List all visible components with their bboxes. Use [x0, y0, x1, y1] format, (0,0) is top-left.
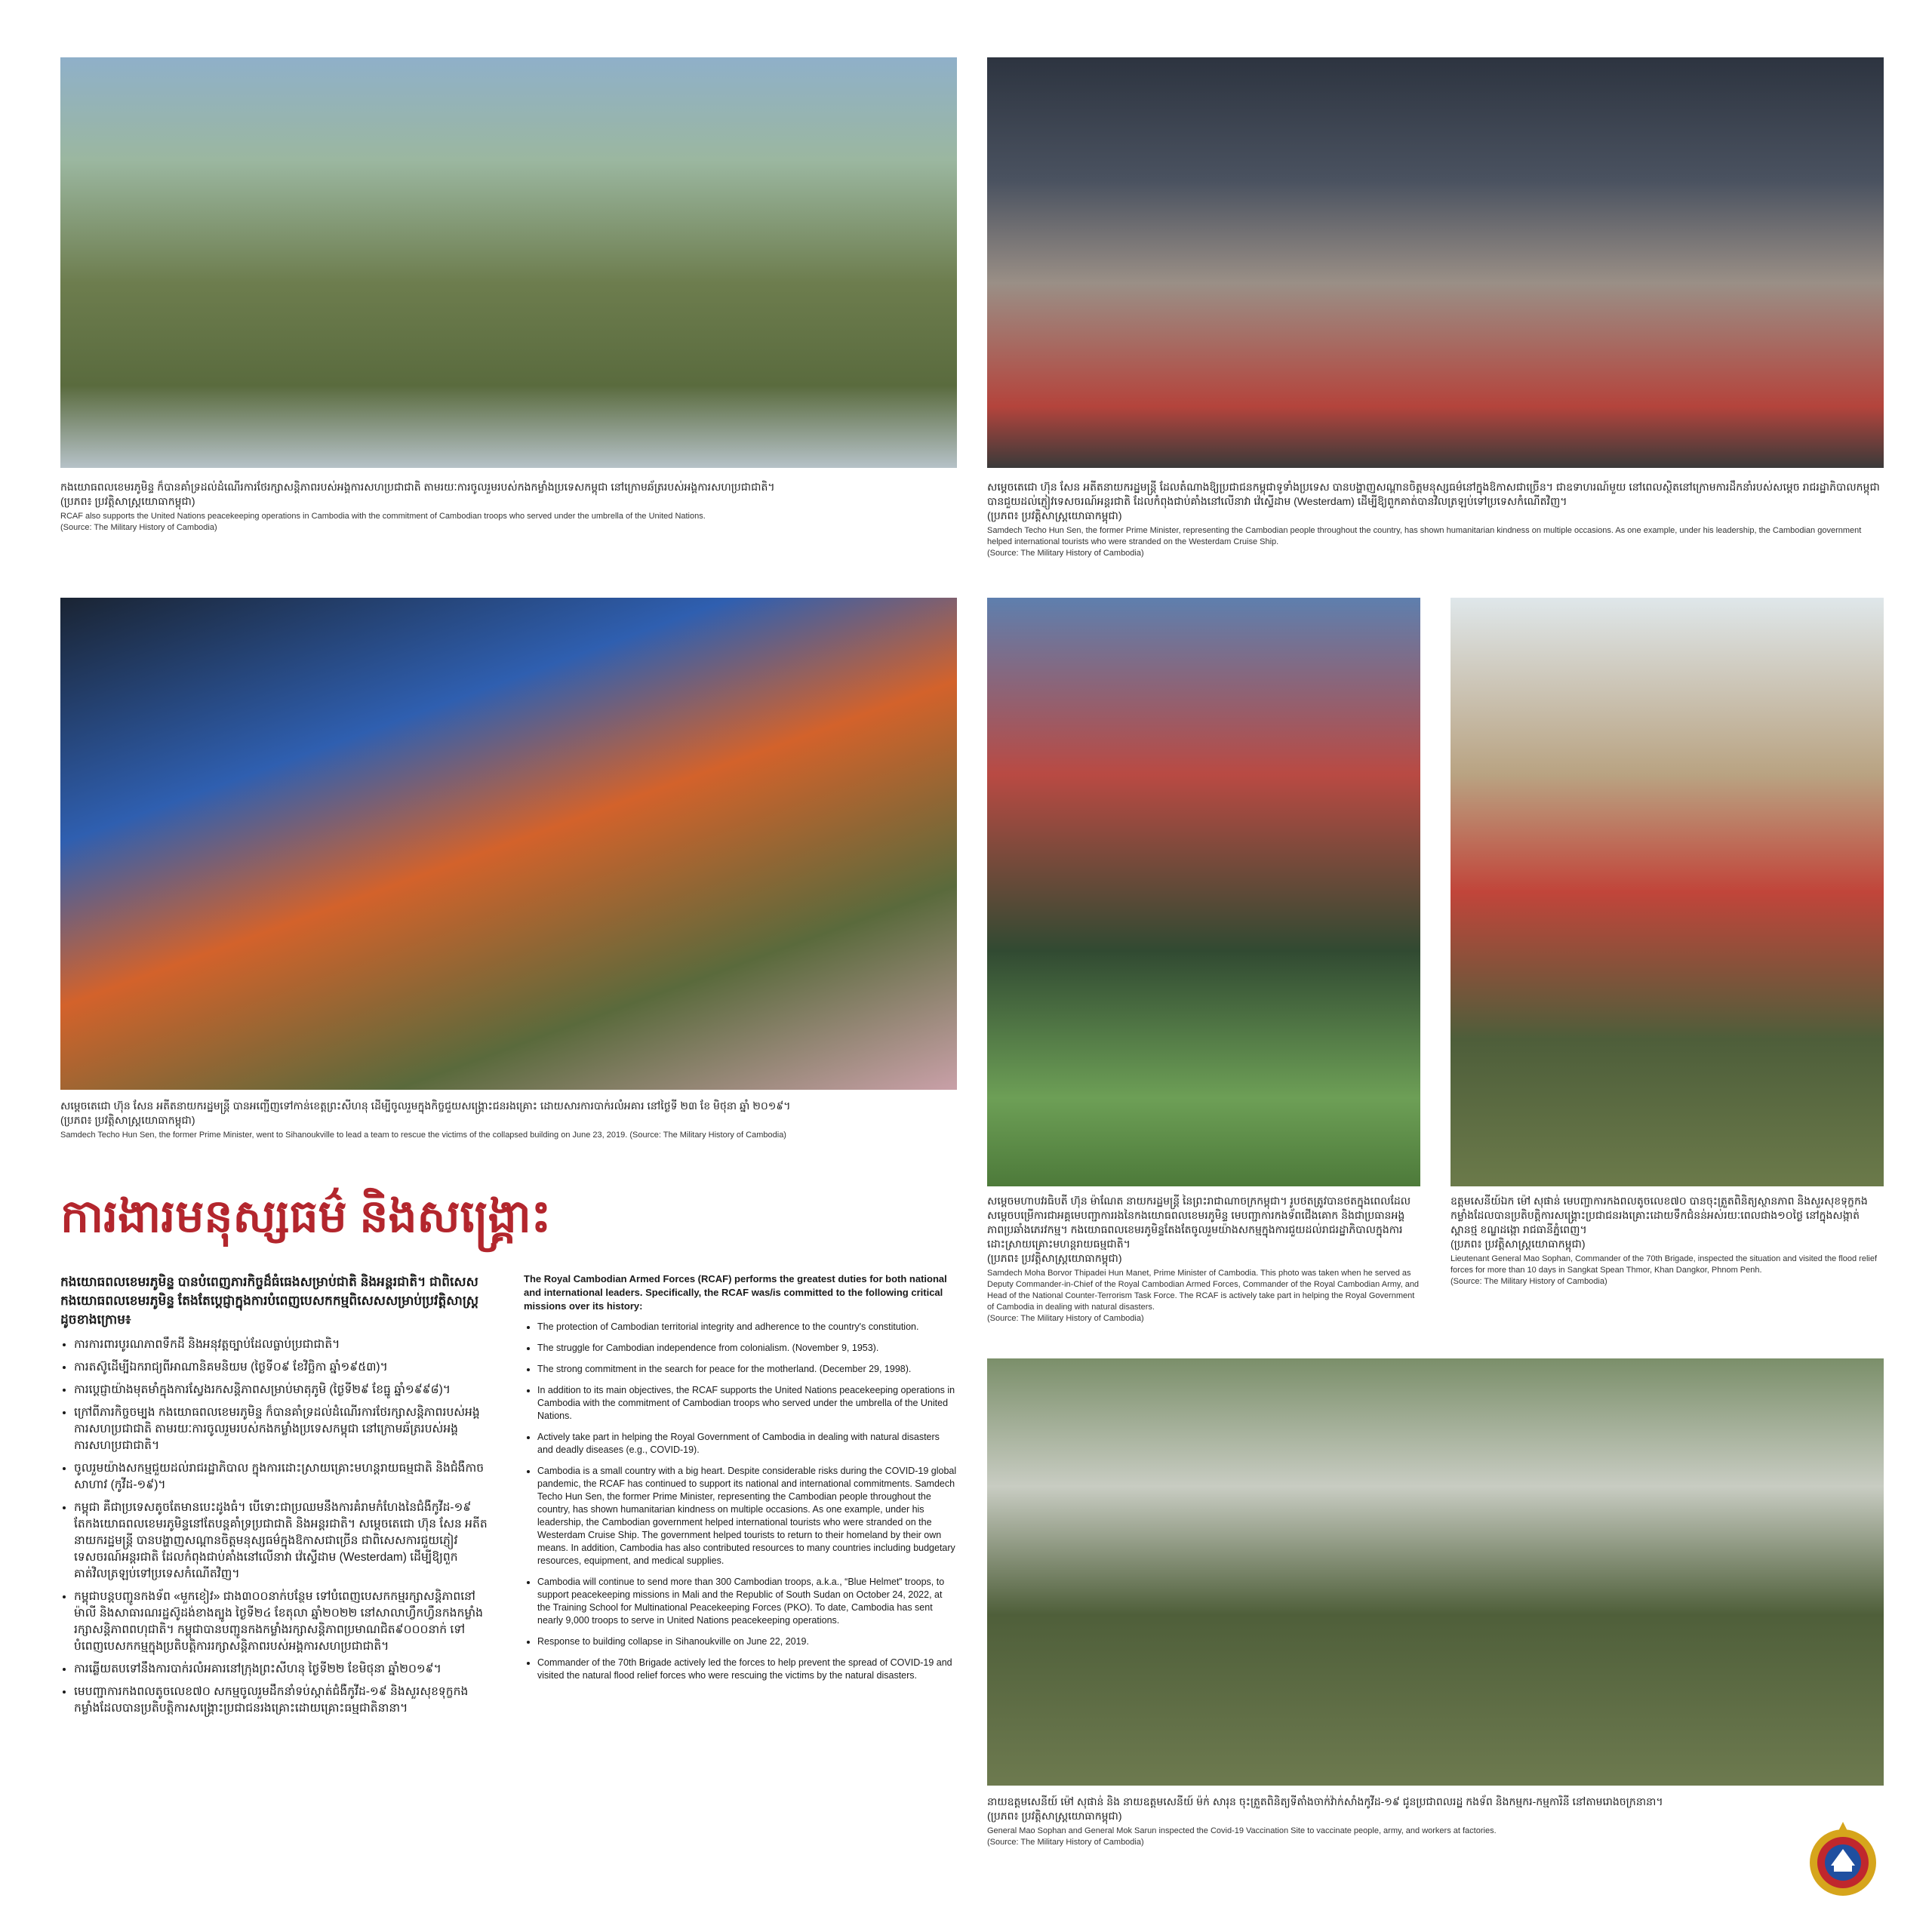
caption-km: នាយឧត្តមសេនីយ៍ ម៉ៅ សុផាន់ និង នាយឧត្តមសេនីយ៍ ម៉ក់ សារុន ចុះត្រួតពិនិត្យទីតាំងចាក់វ៉ាក់សាំងកូវីដ-១៩ ជូនប្រជាពលរដ្ឋ កងទ័ព និងកម្មករ-កម្មការិនី នៅតាមរោងចក្រនានា។	[987, 1795, 1663, 1807]
list-item: • កម្ពុជា គឺជាប្រទេសតូចតែមានបេះដូងធំ។ បើទោះជាប្រឈមនឹងការគំរាមកំហែងនៃជំងឺកូវីដ-១៩ តែកងយោធពលខេមរភូមិន្ទនៅតែបន្តគាំទ្រប្រជាជាតិ និងអន្តរជាតិ។ សម្តេចតេជោ ហ៊ុន សែន អតីតនាយករដ្ឋមន្ត្រី បានបង្ហាញសណ្តានចិត្តមនុស្សធម៌ក្នុងឱកាសជាច្រើន ជាពិសេសការជួយភ្ញៀវទេសចរណ៍អន្តរជាតិ ដែលកំពុងជាប់គាំងនៅលើនាវា វ៉េស្ទើដាម (Westerdam) ដើម្បីឱ្យពួកគាត់វិលត្រឡប់ទៅប្រទេសកំណើតវិញ។	[74, 1500, 491, 1583]
caption-en: Lieutenant General Mao Sophan, Commander of the 70th Brigade, inspected the situation and visited the flood relief forces for more than 10 days in Sangkat Spean Thmor, Khan Dangkor, Phnom Penh. (Source: The Military History of Cambodia)	[1451, 1254, 1878, 1286]
khmer-mission-list	[60, 1337, 491, 1717]
khmer-text-column	[60, 1272, 491, 1723]
caption-km-source: (ប្រភព៖ ប្រវត្តិសាស្ត្រយោធាកម្ពុជា)	[987, 509, 1122, 521]
rcaf-emblem-icon	[1802, 1819, 1884, 1900]
list-item: • Cambodia is a small country with a big heart. Despite considerable risks during the COVID-19 global pandemic, the RCAF has continued to support its national and international commitments. Samdech Techo Hun Sen, the former Prime Minister, representing the Cambodian people throughout the country, has shown humanitarian kindness on multiple occasions. As one example, under his leadership, the Cambodian government helped international tourists who were stranded on the Westerdam Cruise Ship. The government helped tourists to return to their homeland by their own means. In addition, Cambodia has also contributed resources to many countries including budgetary resources, equipment, and medical supplies.	[537, 1465, 957, 1567]
caption-flood-inspection	[1451, 1194, 1884, 1287]
caption-en: Samdech Moha Borvor Thipadei Hun Manet, Prime Minister of Cambodia. This photo was taken when he served as Deputy Commander-in-Chief of the Royal Cambodian Armed Forces, Commander of the Royal Cambodian Army, and Head of the National Counter-Terrorism Task Force. The RCAF is actively take part in helping the Royal Government of Cambodia in dealing with natural disasters. (Source: The Military History of Cambodia)	[987, 1269, 1420, 1323]
caption-building-collapse	[60, 1099, 957, 1141]
list-item: • ចូលរួមយ៉ាងសកម្មជួយដល់រាជរដ្ឋាភិបាល ក្នុងការដោះស្រាយគ្រោះមហន្តរាយធម្មជាតិ និងជំងឺកាចសាហាវ (កូវីដ-១៩)។	[74, 1460, 491, 1494]
photo-hun-manet-speech	[987, 598, 1420, 1186]
caption-km: ឧត្តមសេនីយ៍ឯក ម៉ៅ សុផាន់ មេបញ្ជាការកងពលតូចលេខ៧០ បានចុះត្រួតពិនិត្យស្ថានភាព និងសួរសុខទុក្ខកងកម្លាំងដែលបានប្រតិបត្តិការសង្គ្រោះប្រជាជនរងគ្រោះដោយទឹកជំនន់អស់រយៈពេលជាង១០ថ្ងៃ នៅក្នុងសង្កាត់ស្ពានថ្ម ខណ្ឌដង្កោ រាជធានីភ្នំពេញ។	[1451, 1195, 1868, 1235]
caption-hun-manet	[987, 1194, 1420, 1324]
caption-km-source: (ប្រភព៖ ប្រវត្តិសាស្ត្រយោធាកម្ពុជា)	[987, 1810, 1122, 1822]
caption-en: RCAF also supports the United Nations peacekeeping operations in Cambodia with the commitment of Cambodian troops who served under the umbrella of the United Nations. (Source: The Military History of Cambodia)	[60, 512, 706, 532]
khmer-intro: កងយោធពលខេមរភូមិន្ទ បានបំពេញភារកិច្ចដ៏ធំធេងសម្រាប់ជាតិ និងអន្តរជាតិ។ ជាពិសេស កងយោធពលខេមរភូមិន្ទ តែងតែប្តេជ្ញាក្នុងការបំពេញបេសកកម្មពិសេសសម្រាប់ប្រវត្តិសាស្ត្រដូចខាងក្រោម៖	[60, 1275, 479, 1327]
caption-en: Samdech Techo Hun Sen, the former Prime Minister, representing the Cambodian people throughout the country, has shown humanitarian kindness on multiple occasions. As one example, under his leadership, the Cambodian government helped international tourists who were stranded on the Westerdam Cruise Ship. (Source: The Military History of Cambodia)	[987, 526, 1862, 558]
caption-westerdam	[987, 480, 1884, 559]
list-item: • The struggle for Cambodian independence from colonialism. (November 9, 1953).	[537, 1342, 957, 1355]
english-text-column	[524, 1272, 957, 1690]
list-item: • Cambodia will continue to send more than 300 Cambodian troops, a.k.a., “Blue Helmet” troops, to support peacekeeping missions in Mali and the Republic of South Sudan on October 24, 2022, at the Training School for Multinational Peacekeeping Forces (PKO). To date, Cambodia has sent nearly 9,000 troops to serve in United Nations peacekeeping operations.	[537, 1576, 957, 1627]
caption-km-source: (ប្រភព៖ ប្រវត្តិសាស្ត្រយោធាកម្ពុជា)	[60, 495, 195, 507]
list-item: • In addition to its main objectives, the RCAF supports the United Nations peacekeeping operations in Cambodia with the commitment of Cambodian troops who served under the umbrella of the United Nations.	[537, 1384, 957, 1423]
list-item: • ការឆ្លើយតបទៅនឹងការបាក់រលំអគារនៅក្រុងព្រះសីហនុ ថ្ងៃទី២២ ខែមិថុនា ឆ្នាំ២០១៩។	[74, 1661, 491, 1678]
caption-en: Samdech Techo Hun Sen, the former Prime Minister, went to Sihanoukville to lead a team to rescue the victims of the collapsed building on June 23, 2019. (Source: The Military History of Cambodia)	[60, 1131, 786, 1140]
list-item: • Commander of the 70th Brigade actively led the forces to help prevent the spread of COVID-19 and visited the natural flood relief forces who were rescuing the victims by the natural disasters.	[537, 1657, 957, 1682]
caption-km: សម្តេចតេជោ ហ៊ុន សែន អតីតនាយករដ្ឋមន្ត្រី ដែលតំណាងឱ្យប្រជាជនកម្ពុជាទូទាំងប្រទេស បានបង្ហាញសណ្តានចិត្តមនុស្សធម៌នៅក្នុងឱកាសជាច្រើន។ ជាឧទាហរណ៍មួយ នៅពេលស្ថិតនៅក្រោមការដឹកនាំរបស់សម្តេច រាជរដ្ឋាភិបាលកម្ពុជាបានជួយដល់ភ្ញៀវទេសចរណ៍អន្តរជាតិ ដែលកំពុងជាប់គាំងនៅលើនាវា វ៉េស្ទើដាម (Westerdam) ដើម្បីឱ្យពួកគាត់បានវិលត្រឡប់ទៅប្រទេសកំណើតវិញ។	[987, 481, 1880, 507]
caption-en: General Mao Sophan and General Mok Sarun inspected the Covid-19 Vaccination Site to vaccinate people, army, and workers at factories. (Source: The Military History of Cambodia)	[987, 1826, 1497, 1847]
english-intro: The Royal Cambodian Armed Forces (RCAF) performs the greatest duties for both national and international leaders. Specifically, the RCAF was/is committed to the following critical missions over its history:	[524, 1273, 947, 1312]
list-item: • The protection of Cambodian territorial integrity and adherence to the country's constitution.	[537, 1321, 957, 1334]
caption-km-source: (ប្រភព៖ ប្រវត្តិសាស្ត្រយោធាកម្ពុជា)	[987, 1252, 1122, 1264]
caption-km-source: (ប្រភព៖ ប្រវត្តិសាស្ត្រយោធាកម្ពុជា)	[1451, 1238, 1586, 1250]
photo-building-collapse-rescue	[60, 598, 957, 1090]
english-mission-list	[524, 1321, 957, 1682]
photo-vaccination-site	[987, 1358, 1884, 1786]
list-item: • ក្រៅពីភារកិច្ចចម្បង កងយោធពលខេមរភូមិន្ទ ក៏បានគាំទ្រដល់ដំណើរការថែរក្សាសន្តិភាពរបស់អង្គការសហប្រជាជាតិ តាមរយៈការចូលរួមរបស់កងកម្លាំងប្រទេសកម្ពុជា នៅក្រោមឆ័ត្ររបស់អង្គការសហប្រជាជាតិ។	[74, 1404, 491, 1454]
list-item: • Response to building collapse in Sihanoukville on June 22, 2019.	[537, 1635, 957, 1648]
caption-km-source: (ប្រភព៖ ប្រវត្តិសាស្ត្រយោធាកម្ពុជា)	[60, 1114, 195, 1126]
list-item: • ការប្តេជ្ញាយ៉ាងមុតមាំក្នុងការស្វែងរកសន្តិភាពសម្រាប់មាតុភូមិ (ថ្ងៃទី២៩ ខែធ្នូ ឆ្នាំ១៩៩៨)។	[74, 1382, 491, 1398]
caption-km: កងយោធពលខេមរភូមិន្ទ ក៏បានគាំទ្រដល់ដំណើរការថែរក្សាសន្តិភាពរបស់អង្គការសហប្រជាជាតិ តាមរយៈការចូលរួមរបស់កងកម្លាំងប្រទេសកម្ពុជា នៅក្រោមឆ័ត្ររបស់អង្គការសហប្រជាជាតិ។	[60, 481, 775, 493]
list-item: • Actively take part in helping the Royal Government of Cambodia in dealing with natural disasters and deadly diseases (e.g., COVID-19).	[537, 1431, 957, 1457]
list-item: • កម្ពុជាបន្តបញ្ជូនកងទ័ព «មួកខៀវ» ជាង៣០០នាក់បន្ថែម ទៅបំពេញបេសកកម្មរក្សាសន្តិភាពនៅម៉ាលី និងសាធារណរដ្ឋស៊ូដង់ខាងត្បូង ថ្ងៃទី២៤ ខែតុលា ឆ្នាំ២០២២ នៅសាលាហ្វឹកហ្វឺនកងកម្លាំងរក្សាសន្តិភាពពហុជាតិ។ កម្ពុជាបានបញ្ជូនកងកម្លាំងរក្សាសន្តិភាពប្រមាណជិត៩០០០នាក់ ទៅបំពេញបេសកកម្មក្នុងប្រតិបត្តិការរក្សាសន្តិភាពរបស់អង្គការសហប្រជាជាតិ។	[74, 1589, 491, 1655]
list-item: • មេបញ្ជាការកងពលតូចលេខ៧០ សកម្មចូលរួមដឹកនាំទប់ស្កាត់ជំងឺកូវីដ-១៩ និងសួរសុខទុក្ខកងកម្លាំងដែលបានប្រតិបត្តិការសង្គ្រោះប្រជាជនរងគ្រោះដោយគ្រោះធម្មជាតិនានា។	[74, 1684, 491, 1717]
section-heading: ការងារមនុស្សធម៌ និងសង្គ្រោះ	[60, 1191, 552, 1241]
list-item: • ការតស៊ូដើម្បីឯករាជ្យពីអាណានិគមនិយម (ថ្ងៃទី០៩ ខែវិច្ឆិកា ឆ្នាំ១៩៥៣)។	[74, 1359, 491, 1376]
caption-km: សម្តេចមហាបវរធិបតី ហ៊ុន ម៉ាណែត នាយករដ្ឋមន្ត្រី នៃព្រះរាជាណាចក្រកម្ពុជា។ រូបថតត្រូវបានថតក្នុងពេលដែលសម្តេចបម្រើការជាអគ្គមេបញ្ជាការរងនៃកងយោធពលខេមរភូមិន្ទ មេបញ្ជាការកងទ័ពជើងគោក និងជាប្រធានអង្គភាពប្រឆាំងភេរវកម្ម។ កងយោធពលខេមរភូមិន្ទតែងតែចូលរួមយ៉ាងសកម្មក្នុងការជួយដល់រាជរដ្ឋាភិបាលក្នុងការដោះស្រាយគ្រោះមហន្តរាយធម្មជាតិ។	[987, 1195, 1411, 1250]
photo-westerdam-welcome	[987, 57, 1884, 468]
list-item: • The strong commitment in the search for peace for the motherland. (December 29, 1998).	[537, 1363, 957, 1376]
caption-km: សម្តេចតេជោ ហ៊ុន សែន អតីតនាយករដ្ឋមន្ត្រី បានអញ្ជើញទៅកាន់ខេត្តព្រះសីហនុ ដើម្បីចូលរួមក្នុងកិច្ចជួយសង្គ្រោះជនរងគ្រោះ ដោយសារការបាក់រលំអគារ នៅថ្ងៃទី ២៣ ខែ មិថុនា ឆ្នាំ ២០១៩។	[60, 1100, 791, 1112]
photo-flood-inspection	[1451, 598, 1884, 1186]
caption-peacekeeping	[60, 480, 957, 534]
photo-peacekeeping-troops	[60, 57, 957, 468]
caption-vaccination	[987, 1795, 1884, 1848]
list-item: • ការការពារបូរណភាពទឹកដី និងអនុវត្តច្បាប់ដែលធ្លាប់ប្រជាជាតិ។	[74, 1337, 491, 1353]
